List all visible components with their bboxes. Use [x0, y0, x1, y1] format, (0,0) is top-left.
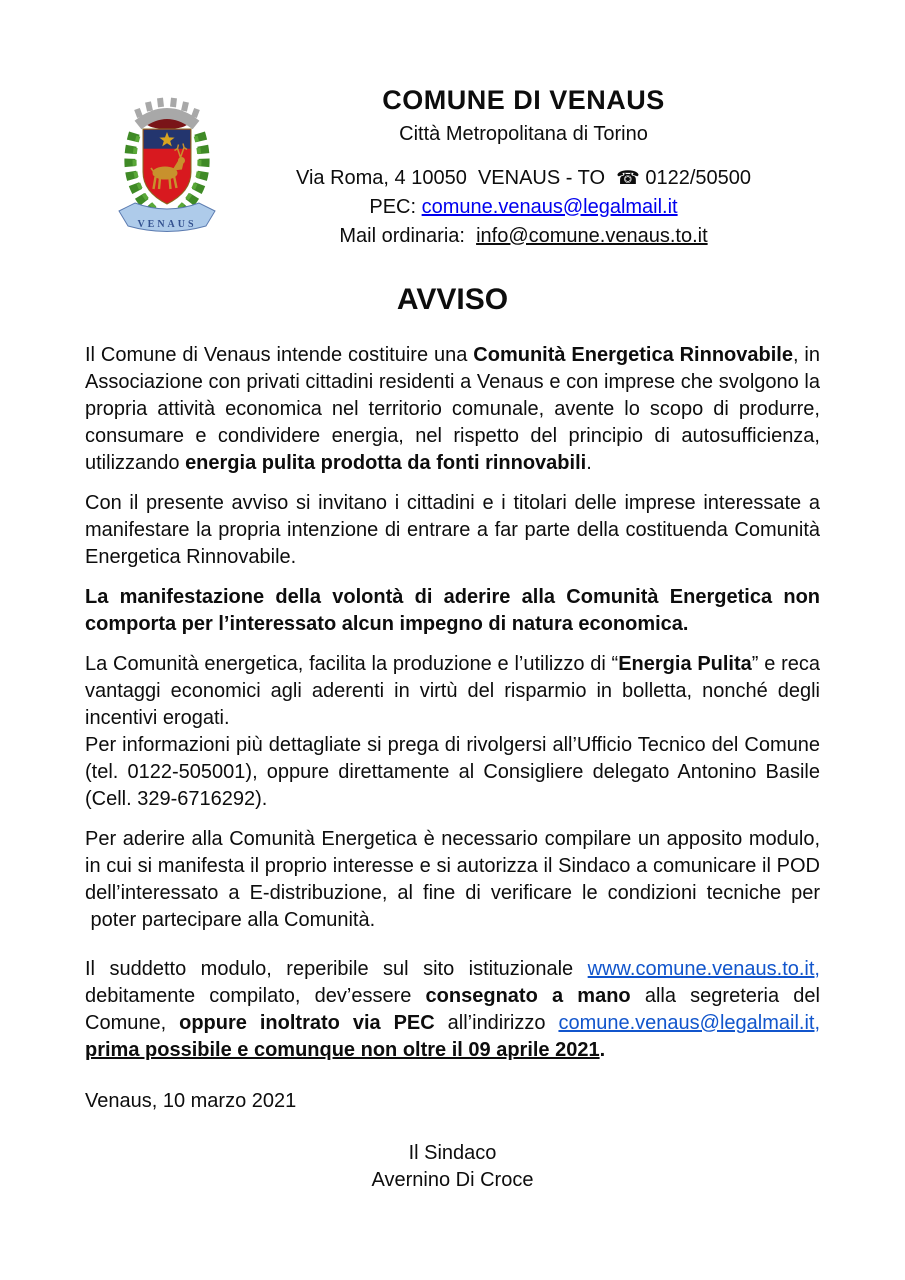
- body-text: Con il presente avviso si invitano i cittadini e i titolari delle imprese interessate a manifestare la propria intenzione di entrare a far parte della costituenda Comunità Energetica Rinnovabile.: [85, 491, 820, 568]
- body-text: .: [586, 451, 592, 474]
- date-line: Venaus, 10 marzo 2021: [85, 1089, 297, 1112]
- notice-paragraph: [85, 956, 820, 1064]
- body-link[interactable]: comune.venaus@legalmail.it,: [558, 1011, 820, 1034]
- emphasis-text: prima possibile e comunque non oltre il 09 aprile 2021: [85, 1038, 600, 1061]
- signature-block: [85, 1140, 820, 1194]
- signature-name: Avernino Di Croce: [371, 1168, 534, 1191]
- phone-number: 0122/50500: [639, 166, 752, 189]
- municipality-subtitle: Città Metropolitana di Torino: [399, 122, 648, 145]
- body-text: Il suddetto modulo, reperibile sul sito istituzionale: [85, 957, 588, 980]
- pec-email-link[interactable]: comune.venaus@legalmail.it: [421, 195, 678, 218]
- body-text: Il Comune di Venaus intende costituire una: [85, 343, 474, 366]
- body-text: alla segreteria del Comune,: [85, 984, 820, 1034]
- emphasis-text: La manifestazione della volontà di aderire alla Comunità Energetica non comporta per l’interessato alcun impegno di natura economica.: [85, 585, 820, 635]
- municipality-title: COMUNE DI VENAUS: [382, 85, 665, 115]
- body-text: La Comunità energetica, facilita la produzione e l’utilizzo di “: [85, 652, 619, 675]
- body-text: debitamente compilato, dev’essere: [85, 984, 426, 1007]
- pec-label: PEC:: [369, 195, 422, 218]
- letterhead: [85, 84, 820, 251]
- notice-paragraph: [85, 342, 820, 477]
- signature-role: Il Sindaco: [408, 1141, 497, 1164]
- mail-label: Mail ordinaria:: [339, 224, 477, 247]
- emphasis-text: oppure inoltrato via PEC: [179, 1011, 435, 1034]
- notice-paragraph: [85, 584, 820, 638]
- notice-paragraph: [85, 651, 820, 813]
- body-text: , in Associazione con privati cittadini residenti a Venaus e con imprese che svolgono la propria attività economica nel territorio comunale, avente lo scopo di produrre, consumare e condividere energia, nel rispetto del principio di autosufficienza, utilizzando: [85, 343, 820, 474]
- letterhead-text: [227, 84, 820, 251]
- notice-body: [85, 342, 820, 1064]
- body-text: Per informazioni più dettagliate si prega di rivolgersi all’Ufficio Tecnico del Comune (tel. 0122-505001), oppure direttamente al Consigliere delegato Antonino Basile (Cell. 329-6716292).: [85, 733, 820, 810]
- emphasis-text: energia pulita prodotta da fonti rinnovabili: [185, 451, 587, 474]
- body-text: all’indirizzo: [434, 1011, 559, 1034]
- body-text: Per aderire alla Comunità Energetica è necessario compilare un apposito modulo, in cui si manifesta il proprio interesse e si autorizza il Sindaco a comunicare il POD dell’interessato a E-distribuzione, al fine di verificare le condizioni tecniche per poter partecipare alla Comunità.: [85, 827, 820, 931]
- coat-of-arms-logo: [107, 84, 227, 249]
- notice-heading: AVVISO: [396, 282, 509, 316]
- logo-ribbon-text: VENAUS: [137, 219, 197, 230]
- body-link[interactable]: www.comune.venaus.to.it,: [587, 957, 820, 980]
- coat-of-arms-icon: [107, 84, 227, 249]
- emphasis-text: Energia Pulita: [618, 652, 752, 675]
- emphasis-text: .: [599, 1038, 606, 1061]
- emphasis-text: consegnato a mano: [425, 984, 631, 1007]
- ordinary-email-link[interactable]: info@comune.venaus.to.it: [476, 224, 708, 247]
- mail-line: [227, 222, 820, 251]
- contact-block: [227, 164, 820, 251]
- notice-paragraph: [85, 826, 820, 934]
- address-line: [227, 164, 820, 193]
- notice-paragraph: [85, 490, 820, 571]
- pec-line: [227, 193, 820, 222]
- emphasis-text: Comunità Energetica Rinnovabile: [473, 343, 793, 366]
- body-text: ” e reca vantaggi economici agli aderenti in virtù del risparmio in bolletta, nonché degli incentivi erogati.: [85, 652, 820, 729]
- address-text: Via Roma, 4 10050 VENAUS - TO: [295, 166, 617, 189]
- phone-icon: ☎: [616, 166, 640, 189]
